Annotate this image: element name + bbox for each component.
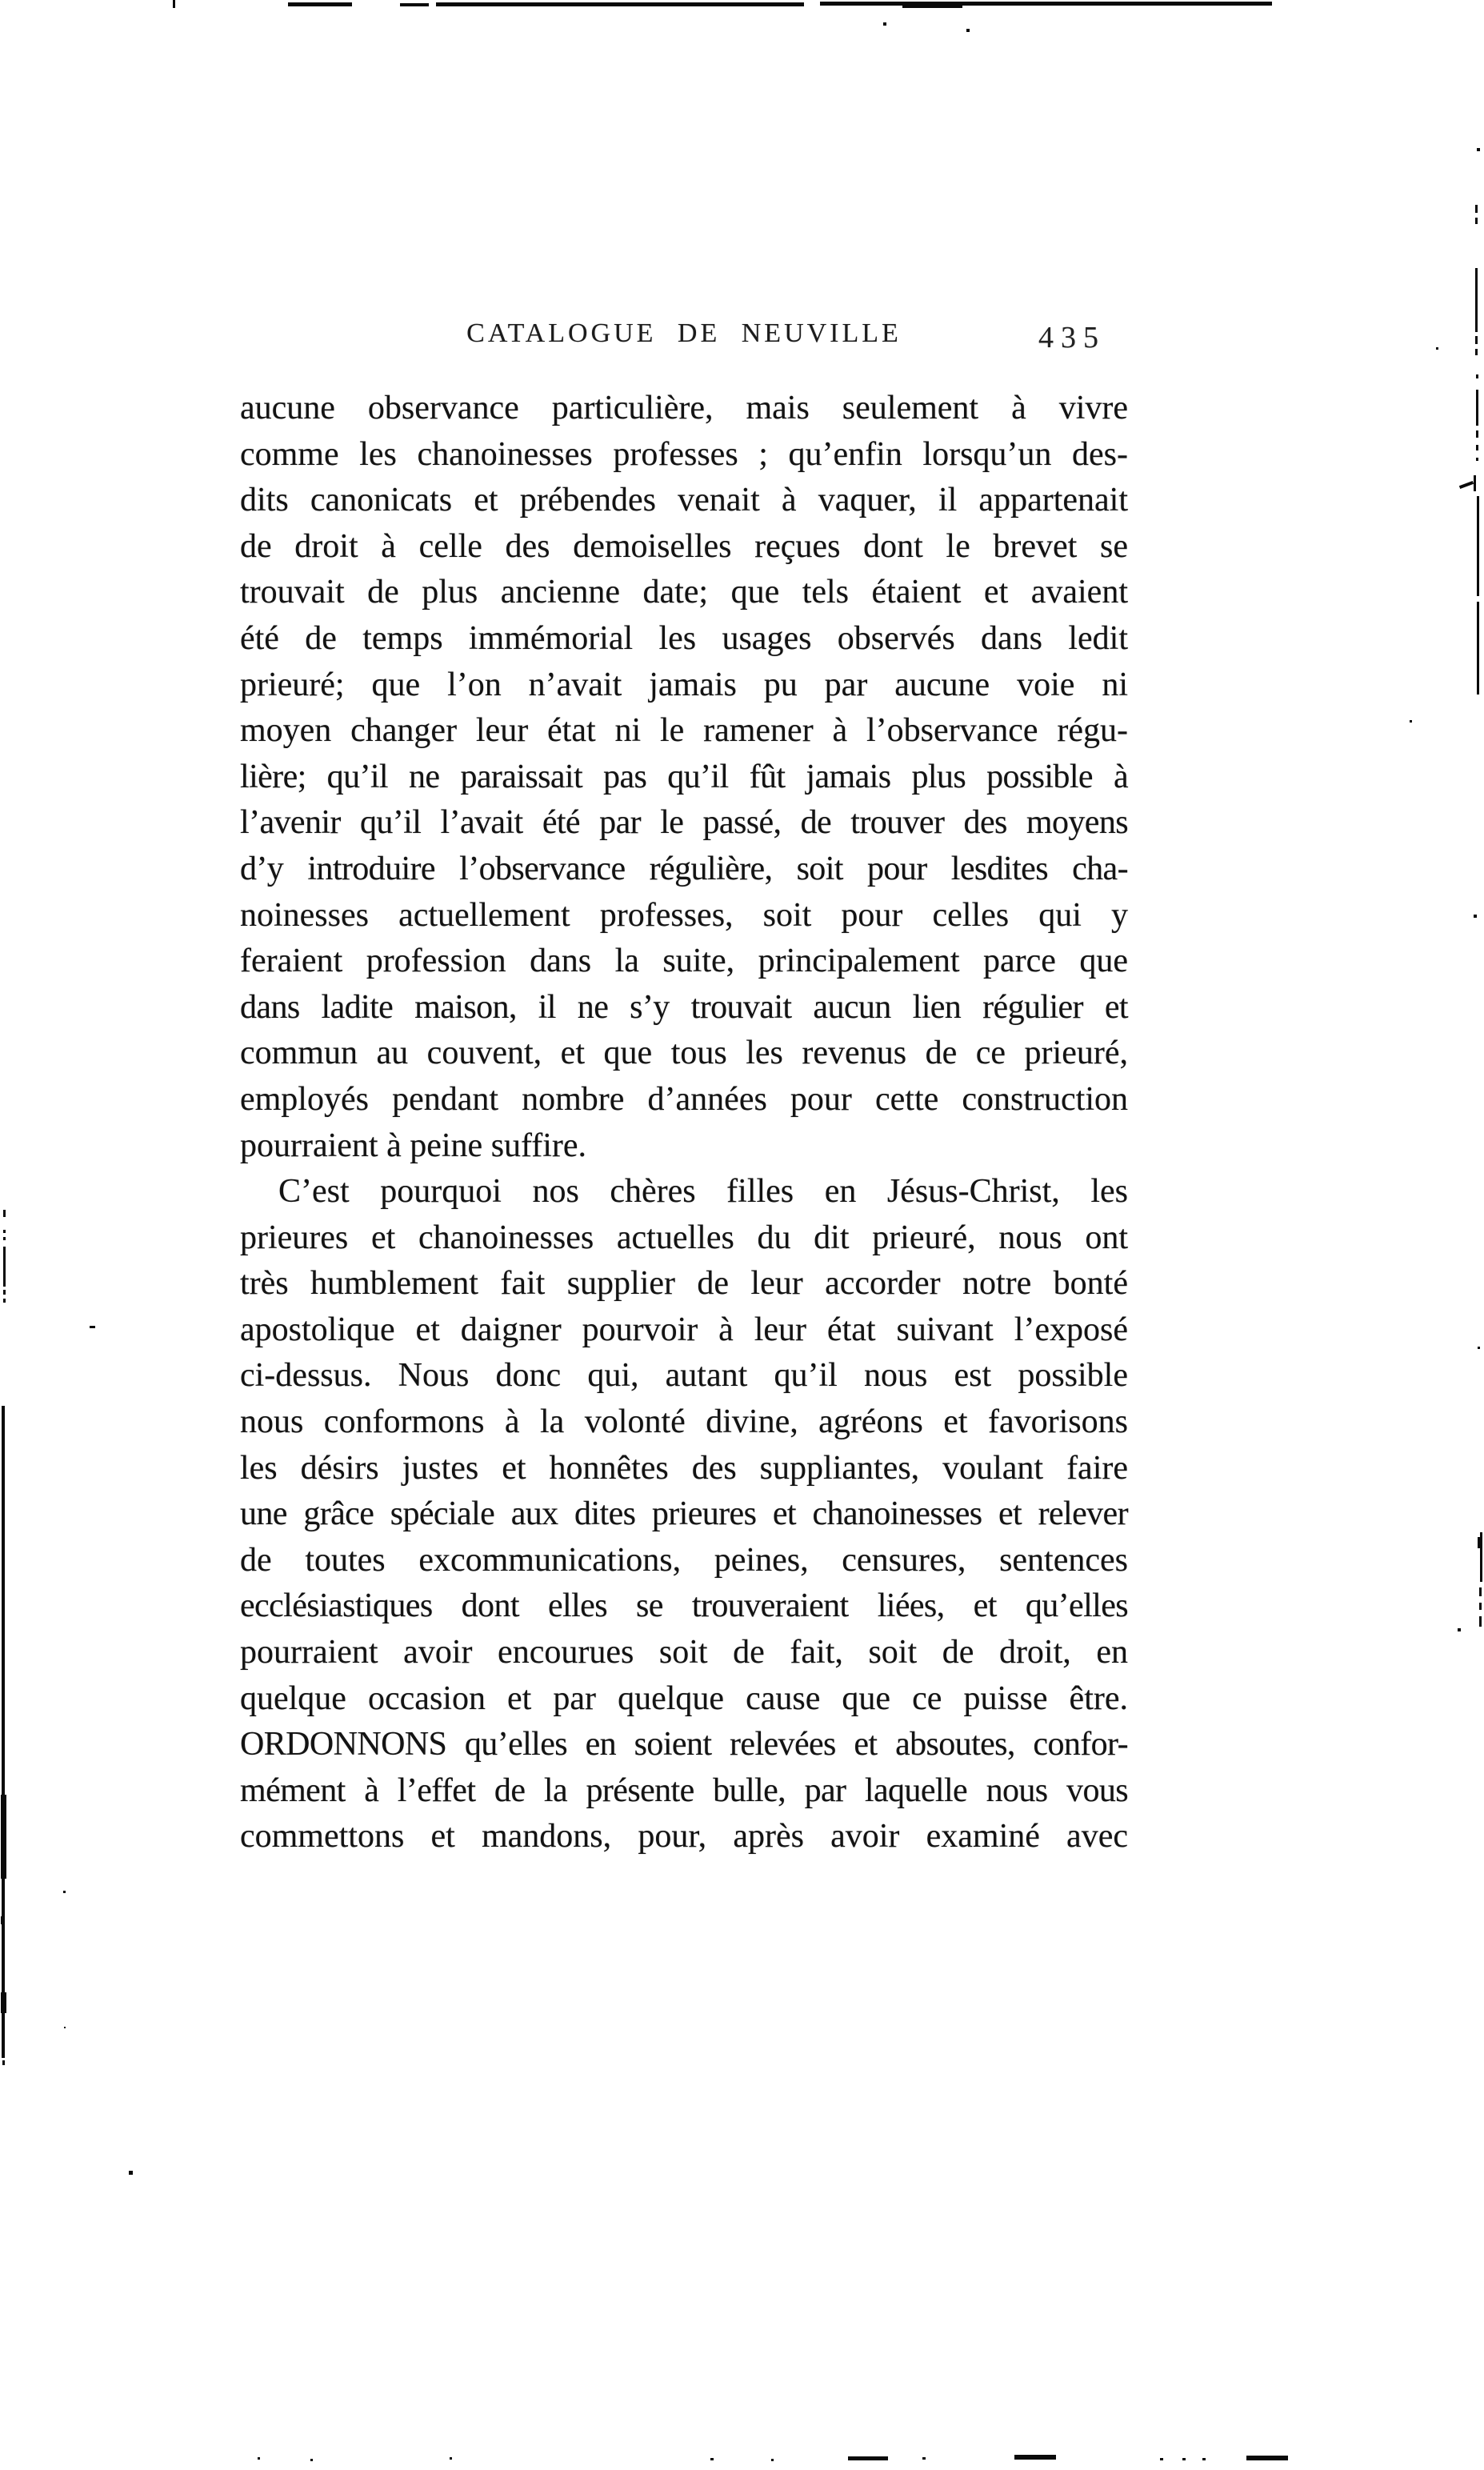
text-line: C’est pourquoi nos chères filles en Jésus-Christ, les (278, 1173, 1128, 1211)
scan-artifact (966, 29, 970, 32)
text-line: prieuré; que l’on n’avait jamais pu par aucune voie ni (240, 666, 1128, 703)
scan-artifact (922, 2457, 926, 2460)
scan-artifact (288, 2, 352, 6)
scan-artifact (1475, 268, 1478, 332)
scan-artifact (1478, 1347, 1480, 1349)
text-line: quelque occasion et par quelque cause que ce puisse être. (240, 1679, 1128, 1717)
text-line: comme les chanoinesses professes ; qu’enfin lorsqu’un des- (240, 435, 1128, 473)
scan-artifact (1475, 205, 1478, 213)
scan-artifact (3, 1247, 6, 1287)
text-line: commun au couvent, et que tous les revenus de ce prieuré, (240, 1035, 1128, 1072)
scan-artifact (1182, 2458, 1186, 2460)
scan-artifact (1475, 349, 1478, 355)
scan-artifact (820, 2, 1272, 6)
scan-artifact (436, 2, 804, 6)
scan-artifact (3, 1230, 6, 1233)
text-line: apostolique et daigner pourvoir à leur état suivant l’exposé (240, 1311, 1128, 1348)
scan-artifact (129, 2171, 133, 2175)
scan-artifact (1, 1992, 6, 2013)
scan-artifact (90, 1326, 95, 1328)
scan-artifact (848, 2456, 888, 2460)
text-line: une grâce spéciale aux dites prieures et chanoinesses et relever (240, 1495, 1128, 1533)
text-line: d’y introduire l’observance régulière, soit pour lesdites cha- (240, 850, 1128, 887)
scan-artifact (1476, 374, 1478, 378)
text-line: moyen changer leur état ni le ramener à l’observance régu- (240, 712, 1128, 750)
scan-artifact (63, 1891, 66, 1893)
text-line: trouvait de plus ancienne date; que tels étaient et avaient (240, 574, 1128, 611)
text-line: nous conformons à la volonté divine, agréons et favorisons (240, 1403, 1128, 1441)
text-line: de toutes excommunications, peines, censures, sentences (240, 1541, 1128, 1579)
scan-artifact (1, 1795, 6, 1879)
scan-artifact (710, 2458, 714, 2460)
text-line: dans ladite maison, il ne s’y trouvait aucun lien régulier et (240, 988, 1128, 1026)
running-title: CATALOGUE DE NEUVILLE (466, 318, 902, 348)
scan-artifact (1479, 1616, 1482, 1627)
scan-artifact (1459, 481, 1474, 489)
scan-artifact (1202, 2458, 1206, 2460)
scan-artifact (3, 1237, 6, 1240)
scan-artifact (2, 1406, 5, 2058)
text-block (240, 386, 1128, 1860)
scan-artifact (1410, 720, 1412, 723)
scan-artifact (883, 22, 886, 26)
scan-artifact (1477, 602, 1479, 695)
scan-artifact (64, 2027, 66, 2028)
scan-artifact (3, 1290, 6, 1295)
scan-artifact (1458, 1628, 1461, 1631)
text-line: ci-dessus. Nous donc qui, autant qu’il nous est possible (240, 1357, 1128, 1395)
scan-artifact (3, 1210, 6, 1217)
scan-artifact (1478, 1537, 1482, 1548)
scan-artifact (1476, 430, 1478, 438)
scan-artifact (1477, 496, 1479, 596)
page-number: 435 (1038, 321, 1106, 354)
scan-artifact (771, 2459, 774, 2461)
scan-artifact (1475, 336, 1478, 344)
scan-artifact (1, 1916, 5, 1924)
scan-artifact (1479, 1603, 1482, 1610)
scan-artifact (450, 2457, 452, 2460)
text-line: été de temps immémorial les usages observés dans ledit (240, 619, 1128, 657)
scan-artifact (1014, 2455, 1056, 2460)
scan-artifact (1476, 390, 1478, 426)
scan-artifact (1160, 2458, 1163, 2460)
page-header (240, 318, 1128, 358)
text-line: dits canonicats et prébendes venait à vaquer, il appartenait (240, 482, 1128, 519)
text-line: commettons et mandons, pour, après avoir examiné avec (240, 1818, 1128, 1856)
scan-artifact (902, 2, 962, 8)
text-line: de droit à celle des demoiselles reçues dont le brevet se (240, 527, 1128, 565)
scan-artifact (1246, 2456, 1288, 2460)
scan-artifact (1479, 1587, 1482, 1596)
text-line: prieures et chanoinesses actuelles du dit prieuré, nous ont (240, 1219, 1128, 1256)
text-line: lière; qu’il ne paraissait pas qu’il fût jamais plus possible à (240, 758, 1128, 795)
text-line: l’avenir qu’il l’avait été par le passé, de trouver des moyens (240, 804, 1128, 842)
scan-artifact (258, 2457, 260, 2460)
text-line: noinesses actuellement professes, soit pour celles qui y (240, 896, 1128, 934)
scan-artifact (1474, 915, 1477, 918)
scan-artifact (1476, 445, 1478, 450)
text-line: très humblement fait supplier de leur accorder notre bonté (240, 1265, 1128, 1303)
scan-artifact (2, 2060, 5, 2065)
text-line: ecclésiastiques dont elles se trouveraient liées, et qu’elles (240, 1587, 1128, 1625)
scan-artifact (1474, 475, 1476, 491)
scan-artifact (310, 2459, 313, 2461)
text-line: aucune observance particulière, mais seulement à vivre (240, 390, 1128, 426)
text-line: pourraient avoir encourues soit de fait, soit de droit, en (240, 1634, 1128, 1671)
text-line: les désirs justes et honnêtes des suppliantes, voulant faire (240, 1449, 1128, 1487)
scan-artifact (3, 1299, 6, 1303)
scan-artifact (1477, 148, 1480, 151)
text-line: employés pendant nombre d’années pour cette construction (240, 1080, 1128, 1118)
scan-artifact (1476, 458, 1478, 461)
scan-artifact (1475, 218, 1478, 224)
scan-artifact (400, 3, 429, 6)
text-line: pourraient à peine suffire. (240, 1127, 587, 1164)
text-line: feraient profession dans la suite, principalement parce que (240, 943, 1128, 980)
scan-artifact (1436, 347, 1438, 350)
text-line: mément à l’effet de la présente bulle, par laquelle nous vous (240, 1771, 1128, 1809)
text-line: ORDONNONS qu’elles en soient relevées et absoutes, confor- (240, 1726, 1128, 1763)
scan-artifact (173, 0, 175, 8)
